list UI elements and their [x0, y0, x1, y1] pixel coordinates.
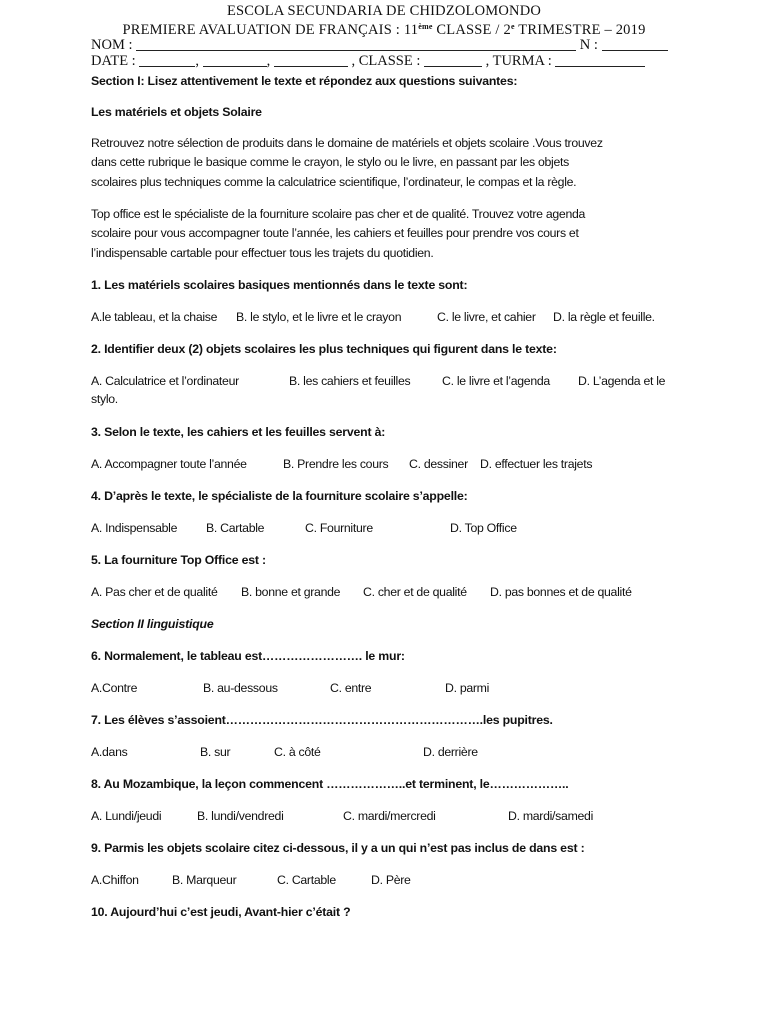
q6-option-d[interactable]: D. parmi: [445, 681, 490, 695]
eval-sup-e: e: [510, 22, 515, 31]
q8-option-d[interactable]: D. mardi/samedi: [508, 809, 594, 823]
q8-option-c[interactable]: C. mardi/mercredi: [343, 809, 436, 823]
q3-option-a[interactable]: A. Accompagner toute l’année: [91, 457, 247, 471]
paragraph-line: dans cette rubrique le basique comme le crayon, le stylo ou le livre, en passant par les objets: [91, 155, 569, 170]
turma-label: , TURMA :: [485, 53, 552, 69]
school-name: ESCOLA SECUNDARIA DE CHIDZOLOMONDO: [226, 3, 542, 19]
text-title: Les matériels et objets Solaire: [91, 105, 262, 119]
q5-option-a[interactable]: A. Pas cher et de qualité: [91, 585, 218, 599]
question-1: 1. Les matériels scolaires basiques mentionnés dans le texte sont:: [91, 278, 468, 292]
question-10: 10. Aujourd’hui c’est jeudi, Avant-hier c’était ?: [91, 905, 351, 919]
eval-title-suffix: TRIMESTRE – 2019: [514, 22, 646, 38]
q7-option-b[interactable]: B. sur: [200, 745, 231, 759]
question-6: 6. Normalement, le tableau est……………………. le mur:: [91, 649, 405, 663]
q4-option-d[interactable]: D. Top Office: [450, 521, 517, 535]
q7-option-c[interactable]: C. à côté: [274, 745, 321, 759]
date-month-field[interactable]: [203, 54, 267, 67]
paragraph-line: scolaire pour vous accompagner toute l’année, les cahiers et feuilles pour prendre vos cours et: [91, 226, 579, 241]
number-field[interactable]: [602, 38, 668, 51]
date-line: DATE : , , , CLASSE : , TURMA :: [91, 53, 679, 69]
eval-title-mid: CLASSE / 2: [432, 22, 511, 38]
q1-option-d[interactable]: D. la règle et feuille.: [553, 310, 655, 324]
q7-option-a[interactable]: A.dans: [91, 745, 128, 759]
q6-option-a[interactable]: A.Contre: [91, 681, 138, 695]
nom-field[interactable]: [136, 38, 576, 51]
turma-field[interactable]: [555, 54, 645, 67]
evaluation-title: [0, 19, 768, 38]
eval-sup-eme: ème: [418, 22, 433, 31]
question-7: 7. Les élèves s’assoient……………………………………………………….les pupitres.: [91, 713, 553, 727]
q9-option-c[interactable]: C. Cartable: [277, 873, 336, 887]
q5-option-d[interactable]: D. pas bonnes et de qualité: [490, 585, 632, 599]
q3-option-c[interactable]: C. dessiner: [409, 457, 468, 471]
q9-option-d[interactable]: D. Père: [371, 873, 411, 887]
section-1-title: Section I: Lisez attentivement le texte et répondez aux questions suivantes:: [91, 74, 518, 88]
classe-label: , CLASSE :: [351, 53, 421, 69]
q7-option-d[interactable]: D. derrière: [423, 745, 478, 759]
date-day-field[interactable]: [139, 54, 195, 67]
q6-option-c[interactable]: C. entre: [330, 681, 372, 695]
question-8: 8. Au Mozambique, la leçon commencent ………………..et terminent, le………………..: [91, 777, 569, 791]
paragraph-line: Top office est le spécialiste de la fourniture scolaire pas cher et de qualité. Trouvez votre agenda: [91, 207, 586, 221]
q2-option-c[interactable]: C. le livre et l’agenda: [442, 374, 550, 388]
q4-option-a[interactable]: A. Indispensable: [91, 521, 178, 535]
paragraph-line: l’indispensable cartable pour effectuer tous les trajets du quotidien.: [91, 245, 434, 260]
paragraph-line: scolaires plus techniques comme la calculatrice scientifique, l’ordinateur, le compas et la règle.: [91, 174, 577, 189]
q1-option-b[interactable]: B. le stylo, et le livre et le crayon: [236, 310, 402, 324]
date-year-field[interactable]: [274, 54, 348, 67]
date-label: DATE :: [91, 53, 136, 69]
eval-title-prefix: PREMIERE AVALUATION DE FRANÇAIS : 11: [122, 22, 419, 38]
name-line: [91, 37, 679, 53]
nom-label: NOM :: [91, 37, 133, 53]
classe-field[interactable]: [424, 54, 482, 67]
q2-option-d-wrap: stylo.: [91, 392, 118, 406]
q4-option-c[interactable]: C. Fourniture: [305, 521, 373, 535]
q2-option-a[interactable]: A. Calculatrice et l’ordinateur: [91, 374, 239, 388]
section-2-title: Section II linguistique: [91, 617, 214, 631]
q3-option-b[interactable]: B. Prendre les cours: [283, 457, 389, 471]
q1-option-c[interactable]: C. le livre, et cahier: [437, 310, 536, 324]
q4-option-b[interactable]: B. Cartable: [206, 521, 265, 535]
question-5: 5. La fourniture Top Office est :: [91, 553, 266, 567]
paragraph-line: Retrouvez notre sélection de produits dans le domaine de matériels et objets scolaire .Vous trouvez: [91, 136, 603, 150]
q3-option-d[interactable]: D. effectuer les trajets: [480, 457, 593, 471]
number-label: N :: [579, 37, 598, 53]
q5-option-c[interactable]: C. cher et de qualité: [363, 585, 467, 599]
q8-option-b[interactable]: B. lundi/vendredi: [197, 809, 284, 823]
q1-option-a[interactable]: A.le tableau, et la chaise: [91, 310, 218, 324]
q2-option-b[interactable]: B. les cahiers et feuilles: [289, 374, 411, 388]
question-9: 9. Parmis les objets scolaire citez ci-dessous, il y a un qui n’est pas inclus de dans est :: [91, 841, 585, 855]
q6-option-b[interactable]: B. au-dessous: [203, 681, 278, 695]
q9-option-b[interactable]: B. Marqueur: [172, 873, 237, 887]
q5-option-b[interactable]: B. bonne et grande: [241, 585, 341, 599]
question-3: 3. Selon le texte, les cahiers et les feuilles servent à:: [91, 425, 386, 439]
question-4: 4. D’après le texte, le spécialiste de la fourniture scolaire s’appelle:: [91, 489, 468, 503]
q2-option-d[interactable]: D. L’agenda et le: [578, 374, 666, 388]
q9-option-a[interactable]: A.Chiffon: [91, 873, 139, 887]
question-2: 2. Identifier deux (2) objets scolaires les plus techniques qui figurent dans le texte:: [91, 342, 557, 356]
reading-paragraph-2: [91, 205, 679, 263]
reading-paragraph-1: [91, 134, 679, 192]
q8-option-a[interactable]: A. Lundi/jeudi: [91, 809, 162, 823]
